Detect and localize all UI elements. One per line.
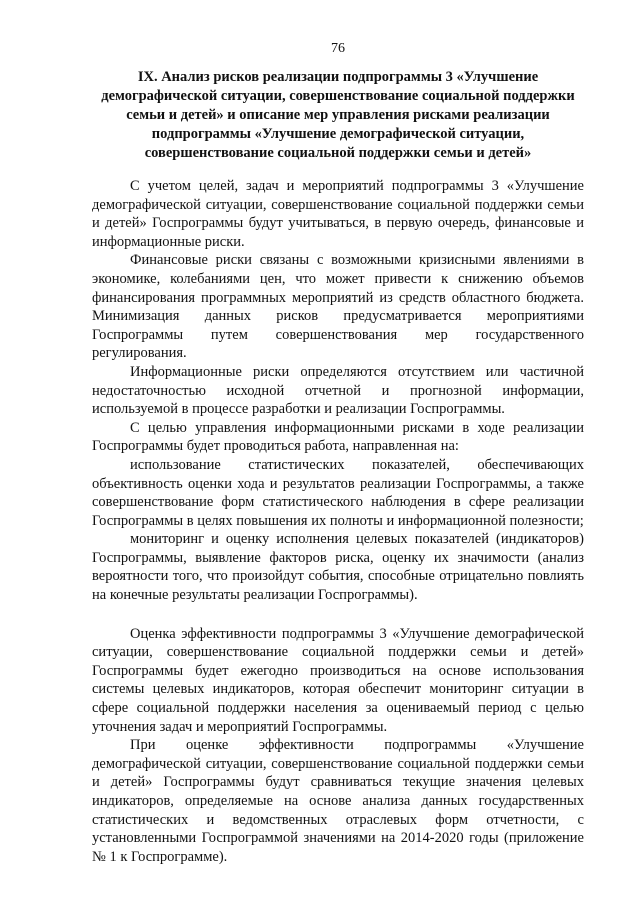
paragraph-gap bbox=[92, 605, 584, 625]
page-number: 76 bbox=[331, 41, 345, 56]
paragraph-efficiency-evaluation: Оценка эффективности подпрограммы 3 «Улучшение демографической ситуации, совершенствование социальной поддержки семьи и детей» Госпрограммы будет ежегодно производиться на основе использования системы целевых индикаторов, которая обеспечит мониторинг ситуации в сфере социальной поддержки населения за оцениваемый период с целью уточнения задач и мероприятий Госпрограммы. bbox=[92, 625, 584, 735]
paragraph-statistics-usage: использование статистических показателей, обеспечивающих объективность оценки хода и результатов реализации Госпрограммы, а также совершенствование форм статистического наблюдения в сфере реализации Госпрограммы в целях повышения их полноты и информационной полезности; bbox=[92, 456, 584, 529]
paragraph-indicator-comparison: При оценке эффективности подпрограммы «Улучшение демографической ситуации, совершенствование социальной поддержки семьи и детей» Госпрограммы будут сравниваться текущие значения целевых индикаторов, определяемые на основе анализа данных государственных статистических и ведомственных отраслевых форм отчетности, с установленными Госпрограммой значениями на 2014-2020 годы (приложение № 1 к Госпрограмме). bbox=[92, 737, 584, 865]
paragraph-information-risks: Информационные риски определяются отсутствием или частичной недостаточностью исходной отчетной и прогнозной информации, используемой в процессе разработки и реализации Госпрограммы. bbox=[92, 363, 584, 418]
paragraph-risk-management: С целью управления информационными рисками в ходе реализации Госпрограммы будет проводиться работа, направленная на: bbox=[92, 419, 584, 455]
paragraph-monitoring: мониторинг и оценку исполнения целевых показателей (индикаторов) Госпрограммы, выявление факторов риска, оценку их значимости (анализ вероятности того, что произойдут события, способные отрицательно повлиять на конечные результаты реализации Госпрограммы). bbox=[92, 531, 584, 604]
paragraph-financial-risks: Финансовые риски связаны с возможными кризисными явлениями в экономике, колебаниями цен, что может привести к снижению объемов финансирования программных мероприятий из средств областного бюджета. Минимизация данных рисков предусматривается мероприятиями Госпрограммы путем совершенствования мер государственного регулирования. bbox=[92, 252, 584, 362]
section-heading: IX. Анализ рисков реализации подпрограммы 3 «Улучшение демографической ситуации, совершенствование социальной поддержки семьи и детей» и описание мер управления рисками реализации подпрограммы «Улучшение демографической ситуации, совершенствование социальной поддержки семьи и детей» bbox=[101, 69, 575, 161]
paragraph-intro: С учетом целей, задач и мероприятий подпрограммы 3 «Улучшение демографической ситуации, совершенствование социальной поддержки семьи и детей» Госпрограммы будут учитываться, в первую очередь, финансовые и информационные риски. bbox=[92, 178, 584, 250]
